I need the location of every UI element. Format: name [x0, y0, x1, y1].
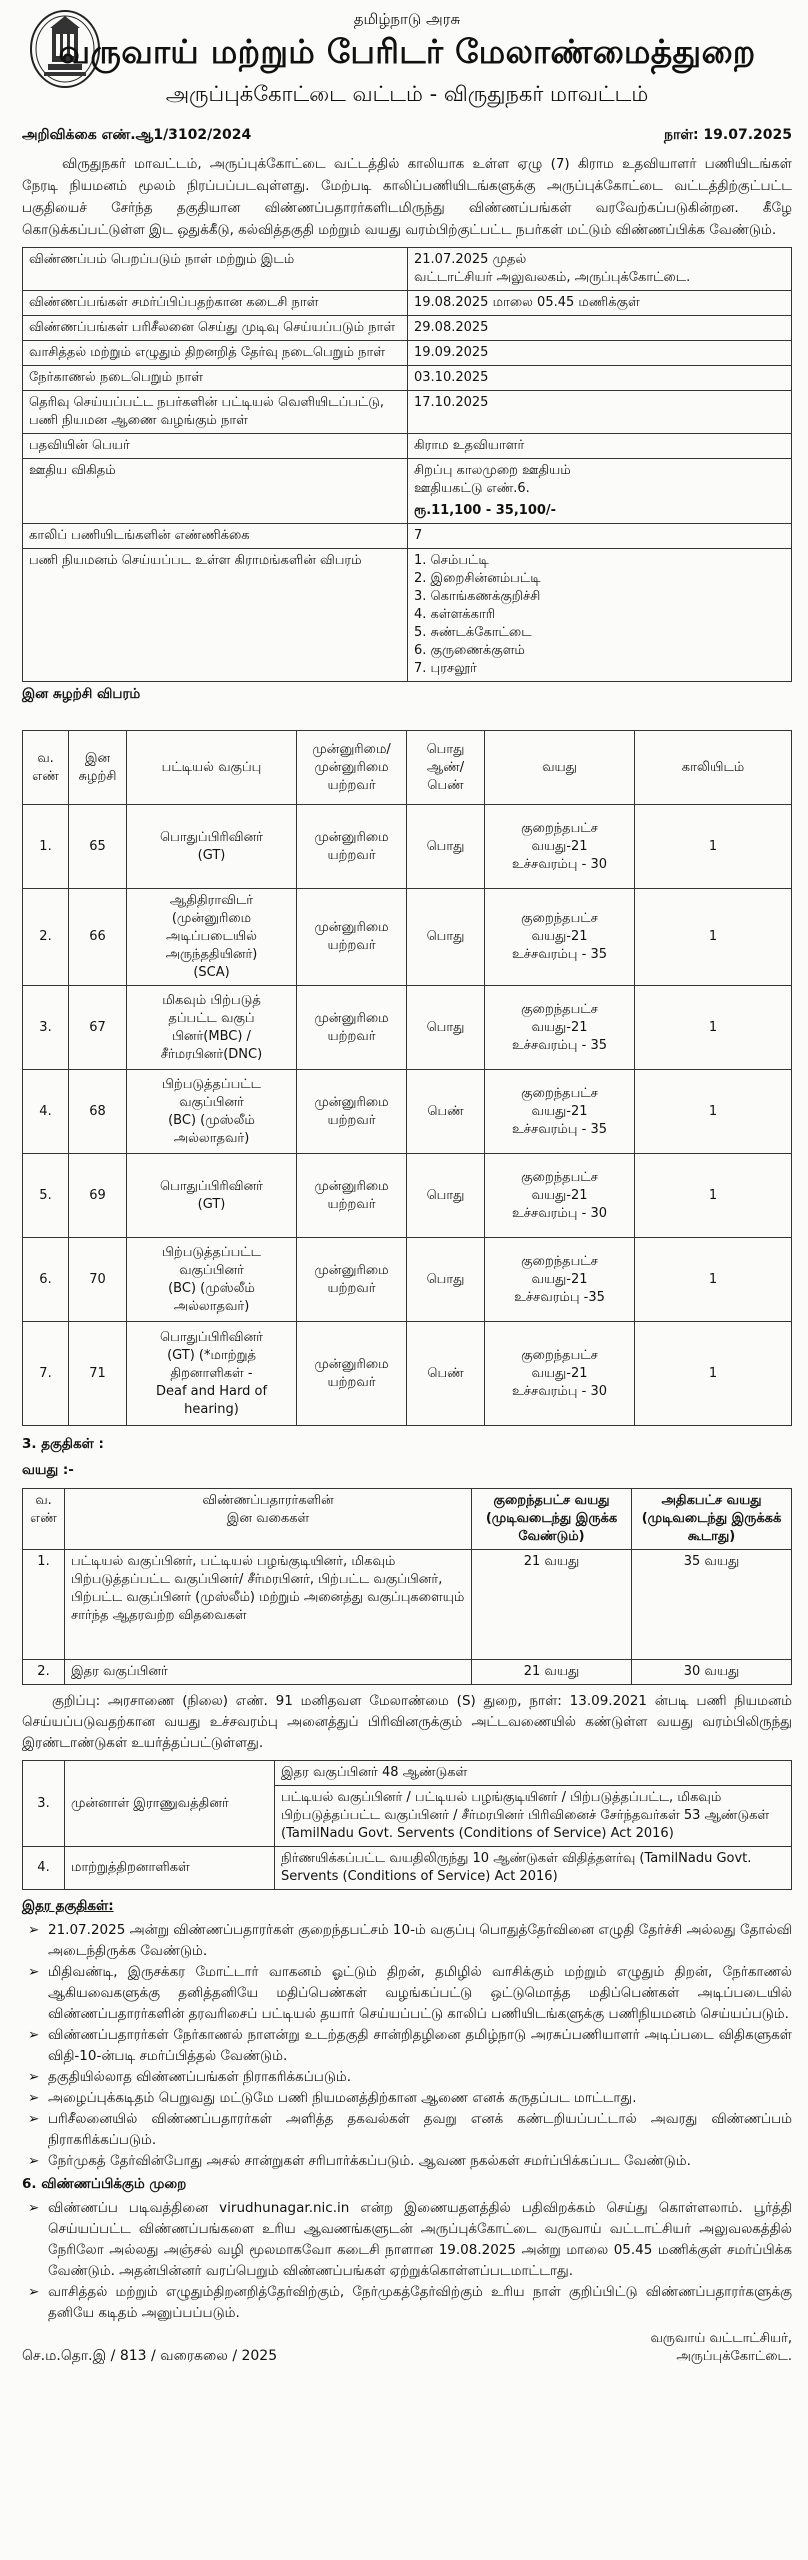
rotation-age: குறைந்தபட்ச வயது-21 உச்சவரம்பு - 30: [485, 1322, 635, 1426]
table-row: [23, 459, 792, 524]
rotation-no: 5.: [23, 1154, 69, 1238]
rotation-priority: முன்னுரிமை யற்றவர்: [297, 889, 407, 986]
table-row: [23, 366, 792, 391]
column-header: பட்டியல் வகுப்பு: [127, 731, 297, 805]
rotation-age: குறைந்தபட்ச வயது-21 உச்சவரம்பு -35: [485, 1238, 635, 1322]
signatory-office: அருப்புக்கோட்டை.: [676, 2349, 792, 2364]
rotation-category: பிற்படுத்தப்பட்ட வகுப்பினர் (BC) (முஸ்லீம் அல்லாதவர்): [127, 1238, 297, 1322]
government-name: தமிழ்நாடு அரசு: [353, 10, 461, 28]
rotation-vacancy: 1: [635, 986, 792, 1070]
qualifications-heading: 3. தகுதிகள் :: [22, 1436, 104, 1452]
list-item: ➢ பரிசீலனையில் விண்ணப்பதாரர்கள் அளித்த தகவல்கள் தவறு எனக் கண்டறியப்பட்டால் அவரது விண்ணப்பம் நிராகரிக்கப்படும்.: [22, 2109, 792, 2151]
rotation-priority: முன்னுரிமை யற்றவர்: [297, 805, 407, 889]
rotation-age: குறைந்தபட்ச வயது-21 உச்சவரம்பு - 35: [485, 1070, 635, 1154]
list-item: ➢ வாசித்தல் மற்றும் எழுதும்திறனறித்தேர்விற்கும், நேர்முகத்தேர்விற்கும் உரிய நாள் குறிப்பிட்டு விண்ணப்பதாரர்களுக்கு தனியே கடிதம் அனுப்பப்படும்.: [22, 2282, 792, 2324]
signature-block: [650, 2330, 792, 2366]
table-row: [23, 391, 792, 434]
list-item: ➢ மிதிவண்டி, இருசக்கர மோட்டார் வாகனம் ஓட்டும் திறன், தமிழில் வாசிக்கும் மற்றும் எழுதும் திறன், நேர்காணல் ஆகியவைகளுக்கு தனித்தனியே மதிப்பெண்கள் வழங்கப்பட்டு ஒட்டுமொத்த மதிப்பெண்கள் அடிப்படையில் விண்ணப்பதாரர்களின் தரவரிசைப் பட்டியல் தயார் செய்யப்பட்டு காலிப் பணியிடங்களுக்கு பணிநியமனம் செய்யப்படும்.: [22, 1962, 792, 2025]
rotation-cycle: 65: [69, 805, 127, 889]
table-row: [23, 1154, 792, 1238]
schedule-label: விண்ணப்பங்கள் பரிசீலனை செய்து முடிவு செய்யப்படும் நாள்: [23, 316, 408, 341]
village-item: 1. செம்பட்டி: [414, 553, 489, 568]
department-name: வருவாய் மற்றும் பேரிடர் மேலாண்மைத்துறை: [58, 32, 756, 71]
pay-amount: ரூ.11,100 - 35,100/-: [414, 503, 557, 518]
village-item: 6. குருணைக்குளம்: [414, 643, 525, 658]
relax-text-line: நிர்ணயிக்கப்பட்ட வயதிலிருந்து 10 ஆண்டுகள் விதித்தளர்வு (TamilNadu Govt. Servents (Conditions of Service) Act 2016): [281, 1851, 752, 1884]
schedule-value: 19.09.2025: [408, 341, 792, 366]
column-header: முன்னுரிமை/ முன்னுரிமை யற்றவர்: [297, 731, 407, 805]
schedule-value: 21.07.2025 முதல் வட்டாட்சியர் அலுவலகம், அருப்புக்கோட்டை.: [408, 248, 792, 291]
rotation-age: குறைந்தபட்ச வயது-21 உச்சவரம்பு - 35: [485, 986, 635, 1070]
relax-text: [275, 1847, 792, 1890]
villages-list: [408, 549, 792, 682]
rotation-category: பொதுப்பிரிவினர் (GT) (*மாற்றுத் திறனாளிகள் - Deaf and Hard of hearing): [127, 1322, 297, 1426]
rotation-age: குறைந்தபட்ச வயது-21 உச்சவரம்பு - 30: [485, 1154, 635, 1238]
table-row: [23, 805, 792, 889]
table-row: [23, 248, 792, 291]
rotation-cycle: 66: [69, 889, 127, 986]
rotation-table: [22, 730, 792, 1426]
apply-list: [22, 2198, 792, 2324]
rotation-cycle: 67: [69, 986, 127, 1070]
schedule-label: விண்ணப்பம் பெறப்படும் நாள் மற்றும் இடம்: [23, 248, 408, 291]
other-qualifications-heading: இதர தகுதிகள்:: [22, 1898, 114, 1914]
list-item: ➢ விண்ணப்ப படிவத்தினை virudhunagar.nic.in என்ற இணையதளத்தில் பதிவிறக்கம் செய்து கொள்ளலாம். பூர்த்தி செய்யப்பட்ட விண்ணப்பங்களை உரிய ஆவணங்களுடன் அருப்புக்கோட்டை வருவாய் வட்டாட்சியர் அலுவலகத்தில் நேரிலோ அல்லது அஞ்சல் வழி மூலமாகவோ கடைசி நாளான 19.08.2025 அன்று மாலை 05.45 மணிக்குள் சமர்ப்பிக்க வேண்டும். அதன்பின்னர் வரப்பெறும் விண்ணப்பங்கள் ஏற்றுக்கொள்ளப்படமாட்டாது.: [22, 2198, 792, 2282]
rotation-no: 4.: [23, 1070, 69, 1154]
rotation-category: பொதுப்பிரிவினர் (GT): [127, 805, 297, 889]
relax-label: முன்னாள் இராணுவத்தினர்: [65, 1761, 275, 1847]
rotation-gender: பொது: [407, 1238, 485, 1322]
table-row: [23, 1550, 792, 1660]
column-header: பொது ஆண்/ பெண்: [407, 731, 485, 805]
age-relaxation-table: [22, 1760, 792, 1890]
schedule-value: 19.08.2025 மாலை 05.45 மணிக்குள்: [408, 291, 792, 316]
intro-paragraph: விருதுநகர் மாவட்டம், அருப்புக்கோட்டை வட்டத்தில் காலியாக உள்ள ஏழு (7) கிராம உதவியாளர் பணியிடங்கள் நேரடி நியமனம் மூலம் நிரப்பப்படவுள்ளது. மேற்படி காலிப்பணியிடங்களுக்கு அருப்புக்கோட்டை வட்டத்திற்குட்பட்ட பகுதியைச் சேர்ந்த தகுதியான விண்ணப்பதாரர்களிடமிருந்து விண்ணப்பங்கள் வரவேற்கப்படுகின்றன. கீழே கொடுக்கப்பட்டுள்ள இட ஒதுக்கீடு, கல்வித்தகுதி மற்றும் வயது வரம்பிற்குட்பட்ட நபர்கள் மட்டும் விண்ணப்பிக்க வேண்டும்.: [22, 156, 792, 238]
pay-label: ஊதிய விகிதம்: [23, 459, 408, 524]
schedule-table: [22, 247, 792, 682]
table-row: [23, 341, 792, 366]
rotation-gender: பொது: [407, 1154, 485, 1238]
rotation-gender: பொது: [407, 805, 485, 889]
column-header: இன சுழற்சி: [69, 731, 127, 805]
age-row-min: 21 வயது: [472, 1660, 632, 1685]
rotation-vacancy: 1: [635, 1322, 792, 1426]
age-row-max: 35 வயது: [632, 1550, 792, 1660]
village-item: 5. சுண்டக்கோட்டை: [414, 625, 532, 640]
rotation-gender: பொது: [407, 986, 485, 1070]
village-item: 4. கள்ளக்காரி: [414, 607, 496, 622]
notice-date: நாள்: 19.07.2025: [664, 127, 792, 143]
apply-heading: 6. விண்ணப்பிக்கும் முறை: [22, 2176, 187, 2192]
rotation-no: 3.: [23, 986, 69, 1070]
vacancy-value: 7: [408, 524, 792, 549]
table-row: [23, 549, 792, 682]
table-row: [23, 1660, 792, 1685]
village-item: 7. புரசலூர்: [414, 661, 477, 676]
rotation-priority: முன்னுரிமை யற்றவர்: [297, 1070, 407, 1154]
table-row: [23, 524, 792, 549]
table-row: [23, 1761, 792, 1847]
table-row: [23, 1070, 792, 1154]
rotation-age: குறைந்தபட்ச வயது-21 உச்சவரம்பு - 35: [485, 889, 635, 986]
vacancy-label: காலிப் பணியிடங்களின் எண்ணிக்கை: [23, 524, 408, 549]
rotation-priority: முன்னுரிமை யற்றவர்: [297, 1322, 407, 1426]
signatory-title: வருவாய் வட்டாட்சியர்,: [650, 2331, 792, 2346]
village-item: 2. இறைசின்னம்பட்டி: [414, 571, 541, 586]
list-item: ➢ நேர்முகத் தேர்வின்போது அசல் சான்றுகள் சரிபார்க்கப்படும். ஆவண நகல்கள் சமர்ப்பிக்கப்பட வேண்டும்.: [22, 2151, 792, 2172]
rotation-gender: பொது: [407, 889, 485, 986]
rotation-vacancy: 1: [635, 1070, 792, 1154]
age-row-number: 1.: [23, 1550, 65, 1660]
age-limit-table: [22, 1488, 792, 1685]
schedule-value: 29.08.2025: [408, 316, 792, 341]
column-header: வயது: [485, 731, 635, 805]
schedule-value: 17.10.2025: [408, 391, 792, 434]
table-row: [23, 986, 792, 1070]
table-row: [23, 1238, 792, 1322]
column-header: குறைந்தபட்ச வயது (முடிவடைந்து இருக்க வேண்டும்): [472, 1489, 632, 1550]
relax-label: மாற்றுத்திறனாளிகள்: [65, 1847, 275, 1890]
age-row-max: 30 வயது: [632, 1660, 792, 1685]
other-qualifications-list: [22, 1920, 792, 2172]
rotation-vacancy: 1: [635, 889, 792, 986]
column-header: வ. எண்: [23, 1489, 65, 1550]
rotation-no: 1.: [23, 805, 69, 889]
rotation-category: பொதுப்பிரிவினர் (GT): [127, 1154, 297, 1238]
rotation-cycle: 69: [69, 1154, 127, 1238]
schedule-label: வாசித்தல் மற்றும் எழுதும் திறனறித் தேர்வு நடைபெறும் நாள்: [23, 341, 408, 366]
post-name-label: பதவியின் பெயர்: [23, 434, 408, 459]
rotation-category: ஆதிதிராவிடர் (முன்னுரிமை அடிப்படையில் அருந்ததியினர்) (SCA): [127, 889, 297, 986]
post-name-value: கிராம உதவியாளர்: [408, 434, 792, 459]
age-heading: வயது :-: [22, 1462, 74, 1478]
villages-label: பணி நியமனம் செய்யப்பட உள்ள கிராமங்களின் விபரம்: [23, 549, 408, 682]
rotation-cycle: 68: [69, 1070, 127, 1154]
age-row-number: 2.: [23, 1660, 65, 1685]
notice-reference-row: [22, 127, 792, 145]
rotation-priority: முன்னுரிமை யற்றவர்: [297, 1238, 407, 1322]
rotation-no: 2.: [23, 889, 69, 986]
age-row-min: 21 வயது: [472, 1550, 632, 1660]
notice-number: அறிவிக்கை எண்.ஆ1/3102/2024: [22, 127, 252, 143]
letterhead: [22, 10, 792, 109]
schedule-label: தெரிவு செய்யப்பட்ட நபர்களின் பட்டியல் வெளியிடப்பட்டு, பணி நியமன ஆணை வழங்கும் நாள்: [23, 391, 408, 434]
rotation-priority: முன்னுரிமை யற்றவர்: [297, 986, 407, 1070]
rotation-vacancy: 1: [635, 1238, 792, 1322]
column-header: விண்ணப்பதாரர்களின் இன வகைகள்: [65, 1489, 472, 1550]
relax-text-line: இதர வகுப்பினர் 48 ஆண்டுகள்: [281, 1765, 468, 1780]
rotation-heading: இன சுழற்சி விபரம்: [22, 686, 141, 702]
rotation-vacancy: 1: [635, 805, 792, 889]
rotation-gender: பெண்: [407, 1322, 485, 1426]
rotation-category: பிற்படுத்தப்பட்ட வகுப்பினர் (BC) (முஸ்லீம் அல்லாதவர்): [127, 1070, 297, 1154]
table-row: [23, 1322, 792, 1426]
table-row: [23, 434, 792, 459]
footer: [22, 2330, 792, 2366]
rotation-cycle: 70: [69, 1238, 127, 1322]
list-item: ➢ அழைப்புக்கடிதம் பெறுவது மட்டுமே பணி நியமனத்திற்கான ஆணை எனக் கருதப்பட மாட்டாது.: [22, 2088, 792, 2109]
rotation-gender: பெண்: [407, 1070, 485, 1154]
rotation-cycle: 71: [69, 1322, 127, 1426]
relax-text: [275, 1761, 792, 1847]
rotation-no: 7.: [23, 1322, 69, 1426]
column-header: அதிகபட்ச வயது (முடிவடைந்து இருக்கக் கூடாது): [632, 1489, 792, 1550]
list-item: ➢ தகுதியில்லாத விண்ணப்பங்கள் நிராகரிக்கப்படும்.: [22, 2067, 792, 2088]
age-note: குறிப்பு: அரசாணை (நிலை) எண். 91 மனிதவள மேலாண்மை (S) துறை, நாள்: 13.09.2021 ன்படி பணி நியமனம் செய்யப்படுவதற்கான வயது உச்சவரம்பு அனைத்துப் பிரிவினருக்கும் அட்டவணையில் கண்டுள்ள வயது வரம்பிலிருந்து இரண்டாண்டுகள் உயர்த்தப்பட்டுள்ளது.: [22, 1693, 792, 1751]
column-header: வ. எண்: [23, 731, 69, 805]
column-header: காலியிடம்: [635, 731, 792, 805]
rotation-no: 6.: [23, 1238, 69, 1322]
schedule-label: விண்ணப்பங்கள் சமர்ப்பிப்பதற்கான கடைசி நாள்: [23, 291, 408, 316]
table-row: [23, 316, 792, 341]
list-item: ➢ விண்ணப்பதாரர்கள் நேர்காணல் நாளன்று உடற்தகுதி சான்றிதழினை தமிழ்நாடு அரசுப்பணியாளர் அடிப்படை விதிகளுகள் விதி-10-ன்படி சமர்ப்பித்தல் வேண்டும்.: [22, 2025, 792, 2067]
age-row-category: பட்டியல் வகுப்பினர், பட்டியல் பழங்குடியினர், மிகவும் பிற்படுத்தப்பட்ட வகுப்பினர்/ சீர்மரபினர், பிற்பட்ட வகுப்பினர், பிற்பட்ட வகுப்பினர் (முஸ்லீம்) மற்றும் அனைத்து வகுப்புகளையும் சார்ந்த ஆதரவற்ற விதவைகள்: [65, 1550, 472, 1660]
relax-number: 4.: [23, 1847, 65, 1890]
table-row: [23, 1847, 792, 1890]
rotation-priority: முன்னுரிமை யற்றவர்: [297, 1154, 407, 1238]
office-name: அருப்புக்கோட்டை வட்டம் - விருதுநகர் மாவட்டம்: [165, 82, 649, 106]
rotation-vacancy: 1: [635, 1154, 792, 1238]
relax-number: 3.: [23, 1761, 65, 1847]
village-item: 3. கொங்கணக்குறிச்சி: [414, 589, 541, 604]
rotation-category: மிகவும் பிற்படுத் தப்பட்ட வகுப் பினர்(MBC) / சீர்மரபினர்(DNC): [127, 986, 297, 1070]
pay-value: சிறப்பு காலமுறை ஊதியம் ஊதியகட்டு எண்.6.: [414, 463, 571, 496]
schedule-label: நேர்காணல் நடைபெறும் நாள்: [23, 366, 408, 391]
rotation-age: குறைந்தபட்ச வயது-21 உச்சவரம்பு - 30: [485, 805, 635, 889]
list-item: ➢ 21.07.2025 அன்று விண்ணப்பதாரர்கள் குறைந்தபட்சம் 10-ம் வகுப்பு பொதுத்தேர்வினை எழுதி தேர்ச்சி அல்லது தோல்வி அடைந்திருக்க வேண்டும்.: [22, 1920, 792, 1962]
age-row-category: இதர வகுப்பினர்: [65, 1660, 472, 1685]
table-row: [23, 291, 792, 316]
footer-reference: செ.ம.தொ.இ / 813 / வரைகலை / 2025: [22, 2348, 278, 2364]
relax-text-line: பட்டியல் வகுப்பினர் / பட்டியல் பழங்குடியினர் / பிற்படுத்தப்பட்ட, மிகவும் பிற்படுத்தப்பட்ட வகுப்பினர் / சீர்மரபினர் பிரிவினைச் சேர்ந்தவர்கள் 53 ஆண்டுகள் (TamilNadu Govt. Servents (Conditions of Service) Act 2016): [275, 1785, 791, 1846]
table-row: [23, 889, 792, 986]
schedule-value: 03.10.2025: [408, 366, 792, 391]
